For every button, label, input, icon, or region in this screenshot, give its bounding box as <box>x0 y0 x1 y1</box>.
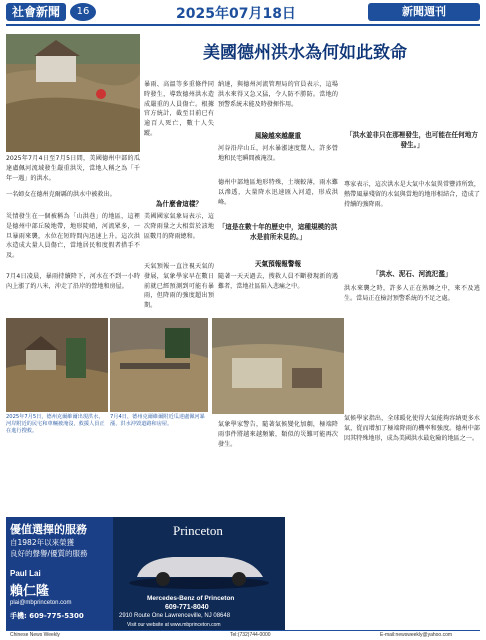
pull-quote-anywhere: 「洪水並非只在那裡發生，也可能在任何地方發生。」 <box>346 131 478 149</box>
footer-phone: Tel:(732)744-0000 <box>230 632 271 638</box>
footer-email: E-mail:newsweekly@yahoo.com <box>380 632 453 638</box>
headline: 美國德州洪水為何如此致命 <box>203 43 407 63</box>
subhead-forecast: 天氣預報報警報 <box>254 260 302 268</box>
loan-advertisement <box>6 517 113 631</box>
page-footer <box>0 631 486 640</box>
header-rule <box>6 24 480 26</box>
subhead-risk: 風險越來越嚴重 <box>254 132 302 140</box>
section-label: 社會新聞 <box>6 3 66 21</box>
ad-loan-title: 優值選擇的服務 <box>10 523 87 536</box>
ad-loan-line2: 良好的聲譽/優質的服務 <box>10 549 88 558</box>
ad-car-web: Visit our website at www.mbprinceton.com <box>127 622 221 628</box>
column3-para1: 納達，與德州河流管理局的官員表示，這場洪水來得又急又猛，令人防不勝防。當地的預警系統未能及時發揮作用。 <box>218 81 338 108</box>
column2-para3: 天氣預報一直注視天氣的發展，氣象學家早在數日前就已經預測到可能有暴雨，但降雨的強度超出預期。 <box>144 263 214 310</box>
ad-car-address: 2910 Route One Lawrenceville, NJ 08648 <box>119 613 231 619</box>
pull-quote-history: 「這是在數十年的歷史中，這種規模的洪水是前所未見的。」 <box>218 223 338 241</box>
column4-para2: 洪水來襲之時，許多人正在熟睡之中，來不及逃生。當局正在檢討預警系統的不足之處。 <box>344 285 480 302</box>
column4-para1: 專家表示，這次洪水是大氣中水氣異常豐沛所致，熱帶風暴殘留的水氣與當地的地形相結合，造成了持續的強降雨。 <box>344 181 480 208</box>
ad-loan-name-zh: 賴仁隆 <box>10 584 50 599</box>
column2-para1: 暴雨、高溫等多重條件同時發生，導致德州洪水造成嚴重的人員傷亡。根據官方統計，截至目前已有逾百人死亡，數十人失蹤。 <box>144 81 214 137</box>
car-image <box>113 535 285 595</box>
column2-para2: 美國國家氣象局表示，這次降雨量之大相當於該地區數月的降雨總和。 <box>144 213 214 240</box>
ad-loan-phone: 手機: 609-775-5300 <box>10 612 84 620</box>
column1-para1: 一名婦女在德州克爾縣的洪水中被救出。 <box>6 191 116 198</box>
ad-loan-email: plai@mbprinceton.com <box>10 600 72 606</box>
footer-publication: Chinese News Weekly <box>10 632 60 638</box>
car-dealer-advertisement <box>113 517 285 631</box>
flood-photo-main <box>6 34 140 152</box>
column4-para3: 氣候學家指出，全球暖化使得大氣能夠容納更多水氣，從而增加了極端降雨的機率和強度。德州中部因其特殊地形，成為美國洪水最危險的地區之一。 <box>344 415 480 442</box>
column3-para3: 德州中部地區地形特殊，土壤較薄，雨水難以滲透，大量降水迅速匯入河道，形成洪峰。 <box>218 179 338 206</box>
publication-name: 新聞週刊 <box>368 3 480 21</box>
ad-loan-line1: 自1982年以來榮獲 <box>10 538 75 547</box>
flood-photo-bottom-right <box>110 318 208 412</box>
issue-date: 2025年07月18日 <box>176 6 296 22</box>
ad-car-dealer: Mercedes-Benz of Princeton <box>147 595 235 602</box>
ad-car-phone: 609-771-8040 <box>165 604 209 611</box>
caption-bottom-right: 7月4日，德州克爾維爾附近瓜達盧佩河暴漲，洪水沖毀道路和房屋。 <box>110 414 205 427</box>
ad-car-brand: Princeton <box>173 523 223 538</box>
column3-para2: 河谷沿岸山丘，河水暴漲速度驚人，許多營地和民宅瞬間被淹沒。 <box>218 145 338 162</box>
caption-bottom-left: 2025年7月5日，德州克爾維爾出現洪水，河岸附近的民宅和車輛被淹沒，救援人員正在進行搜救。 <box>6 414 105 434</box>
page-header <box>0 0 486 22</box>
column3-para5: 氣象學家警告，隨著氣候變化加劇，極端降雨事件將越來越頻繁，類似的災難可能再次發生。 <box>218 421 338 448</box>
ad-loan-name-en: Paul Lai <box>10 569 41 578</box>
page-number: 16 <box>70 3 96 21</box>
subhead-flood-mudslide: 「洪水、泥石、河流氾濫」 <box>372 270 452 278</box>
column1-para3: 7月4日凌晨，暴雨持續降下，河水在不到一小時內上漲了約八米，沖走了沿岸的營地和房屋。 <box>6 273 140 290</box>
subhead-why: 為什麼會這樣？ <box>155 200 203 208</box>
flood-photo-bottom-left <box>6 318 108 412</box>
flood-photo-right <box>212 318 344 414</box>
column1-para2: 災情發生在一個被稱為「山洪巷」的地區，這裡是德州中部丘陵地帶，地形陡峭，河流眾多，一旦暴雨來襲，水位在短時間內迅速上升。這次洪水造成大量人員傷亡，當地居民和度假者措手不及。 <box>6 213 140 260</box>
column3-para4: 隨著一天天過去，搜救人員不斷發現新的遇難者，當地社區陷入悲痛之中。 <box>218 273 338 290</box>
caption-main-photo: 2025年7月4日至7月5日間，美國德州中部的瓜達盧佩河流域發生嚴重洪災，當地人稱之為「千年一遇」的洪水。 <box>6 155 140 182</box>
